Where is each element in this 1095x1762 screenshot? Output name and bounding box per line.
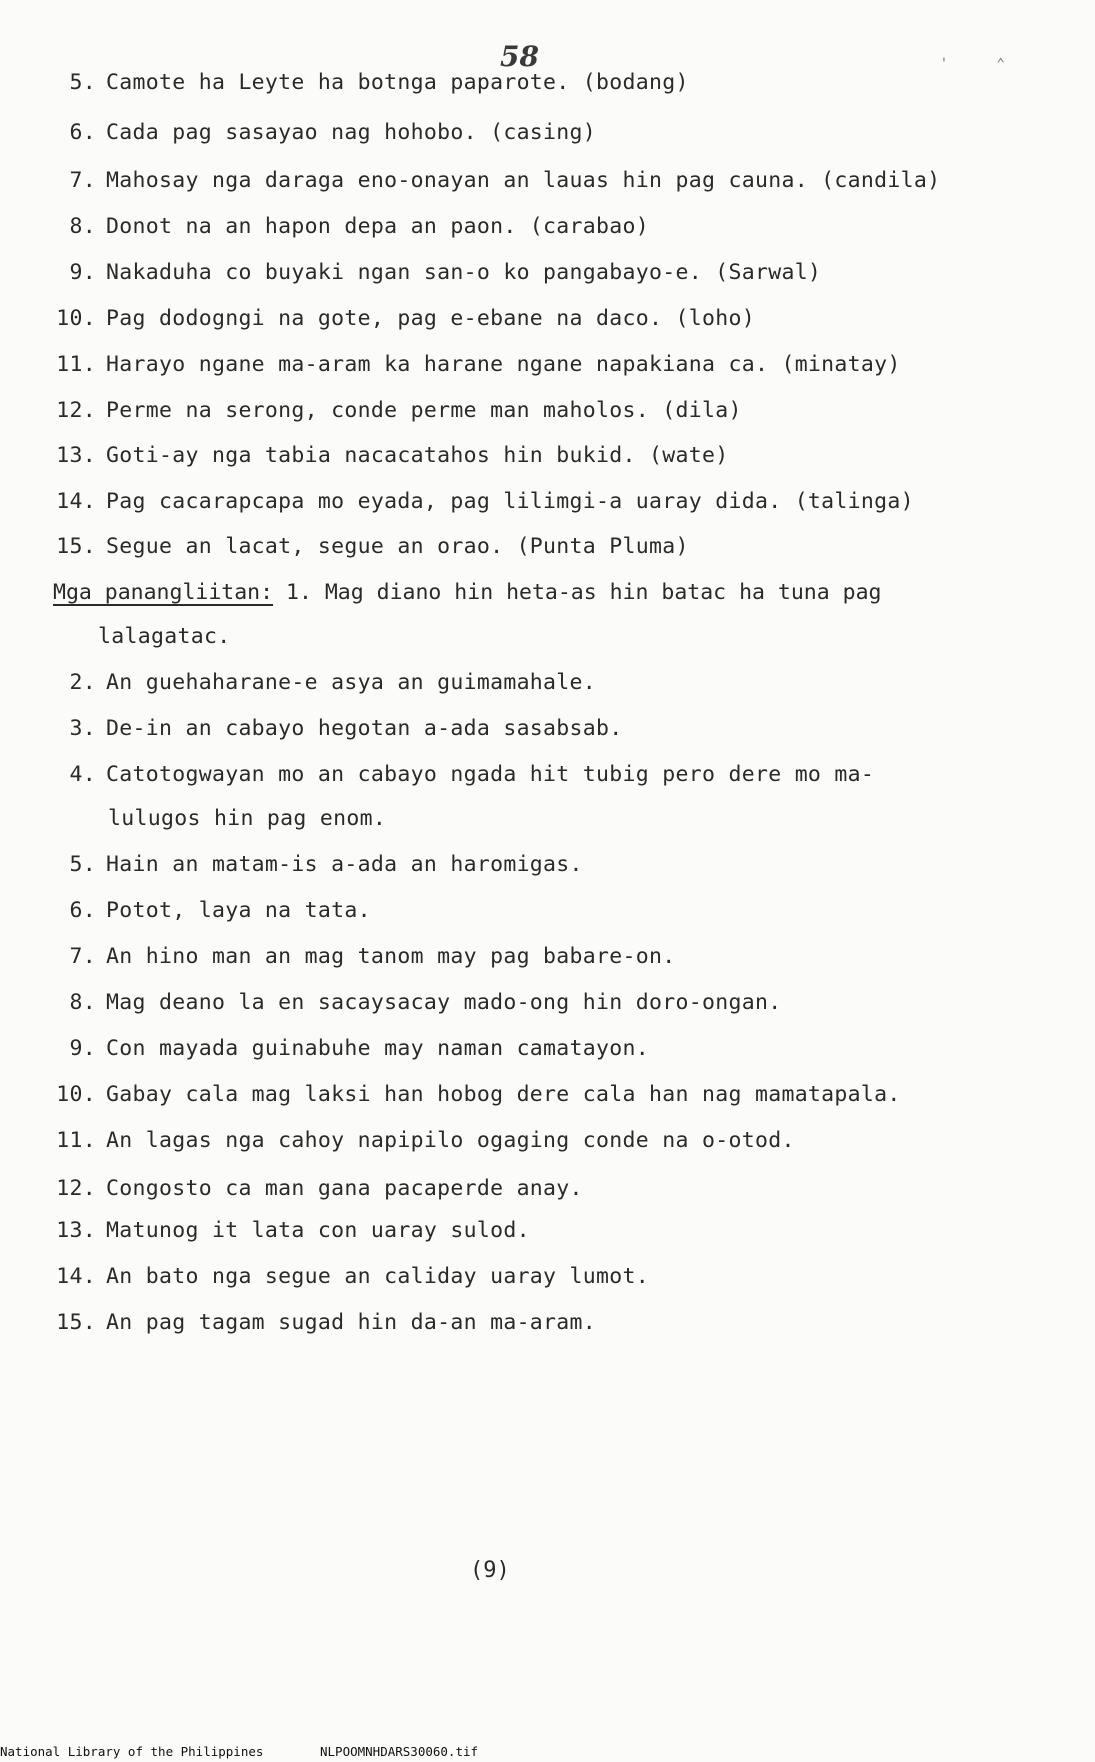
riddle-number: 13.	[56, 443, 96, 468]
saying-number: 8.	[69, 990, 96, 1015]
saying-continuation: lalagatac.	[98, 624, 231, 649]
saying-text: An guehaharane-e asya an guimamahale.	[106, 670, 597, 695]
footer-library: National Library of the Philippines	[0, 1744, 264, 1759]
saying-number: 7.	[69, 944, 96, 969]
riddle-line	[48, 70, 689, 95]
riddle-number: 6.	[69, 120, 96, 145]
saying-text: Con mayada guinabuhe may naman camatayon.	[106, 1036, 650, 1061]
saying-line	[48, 670, 596, 695]
saying-line	[48, 852, 583, 877]
saying-line	[48, 1310, 596, 1335]
handwritten-page-number: 58	[500, 40, 539, 73]
saying-number: 11.	[56, 1128, 96, 1153]
riddle-number: 7.	[69, 168, 96, 193]
sayings-heading-label: Mga panangliitan:	[53, 580, 274, 605]
saying-number: 6.	[69, 898, 96, 923]
riddle-number: 8.	[69, 214, 96, 239]
saying-text: Mag deano la en sacaysacay mado-ong hin doro-ongan.	[106, 990, 782, 1015]
saying-number: 10.	[56, 1082, 96, 1107]
riddle-number: 5.	[69, 70, 96, 95]
sayings-heading	[53, 580, 881, 605]
saying-line	[48, 990, 781, 1015]
riddle-line	[48, 489, 914, 514]
saying-continuation: lulugos hin pag enom.	[108, 806, 387, 831]
saying-text: An bato nga segue an caliday uaray lumot.	[106, 1264, 650, 1289]
saying-line	[48, 1218, 530, 1243]
saying-number: 12.	[56, 1176, 96, 1201]
saying-number: 14.	[56, 1264, 96, 1289]
saying-number: 13.	[56, 1218, 96, 1243]
page-number: (9)	[470, 1558, 510, 1583]
riddle-text: Harayo ngane ma-aram ka harane ngane napakiana ca. (minatay)	[106, 352, 901, 377]
saying-text: Catotogwayan mo an cabayo ngada hit tubig pero dere mo ma-	[106, 762, 875, 787]
margin-marks: ' ⌃	[939, 56, 1025, 72]
saying-line	[48, 1264, 649, 1289]
saying-text: An lagas nga cahoy napipilo ogaging conde na o-otod.	[106, 1128, 795, 1153]
saying-number: 9.	[69, 1036, 96, 1061]
saying-line	[48, 1176, 583, 1201]
saying-number: 15.	[56, 1310, 96, 1335]
riddle-text: Cada pag sasayao nag hohobo. (casing)	[106, 120, 597, 145]
riddle-line	[48, 534, 689, 559]
saying-text: An hino man an mag tanom may pag babare-on.	[106, 944, 676, 969]
riddle-number: 12.	[56, 398, 96, 423]
riddle-number: 11.	[56, 352, 96, 377]
saying-line	[48, 944, 676, 969]
saying-number: 3.	[69, 716, 96, 741]
riddle-text: Pag dodogngi na gote, pag e-ebane na daco. (loho)	[106, 306, 755, 331]
riddle-number: 15.	[56, 534, 96, 559]
riddle-text: Donot na an hapon depa an paon. (carabao)	[106, 214, 650, 239]
riddle-text: Perme na serong, conde perme man maholos. (dila)	[106, 398, 742, 423]
saying-text: Gabay cala mag laksi han hobog dere cala han nag mamatapala.	[106, 1082, 901, 1107]
footer-filename: NLPOOMNHDARS30060.tif	[320, 1744, 479, 1759]
riddle-text: Camote ha Leyte ha botnga paparote. (bodang)	[106, 70, 689, 95]
riddle-line	[48, 260, 821, 285]
riddle-line	[48, 306, 755, 331]
riddle-line	[48, 214, 649, 239]
riddle-line	[48, 398, 742, 423]
riddle-line	[48, 352, 901, 377]
riddle-text: Pag cacarapcapa mo eyada, pag lilimgi-a uaray dida. (talinga)	[106, 489, 914, 514]
riddle-line	[48, 443, 728, 468]
saying-number: 5.	[69, 852, 96, 877]
riddle-number: 14.	[56, 489, 96, 514]
saying-text: Mag diano hin heta-as hin batac ha tuna pag	[324, 580, 882, 605]
saying-line	[48, 762, 874, 787]
riddle-number: 9.	[69, 260, 96, 285]
riddle-line	[48, 120, 596, 145]
saying-number: 1.	[286, 580, 312, 605]
saying-text: Matunog it lata con uaray sulod.	[106, 1218, 530, 1243]
saying-text: Hain an matam-is a-ada an haromigas.	[106, 852, 583, 877]
saying-line	[48, 1082, 901, 1107]
saying-text: De-in an cabayo hegotan a-ada sasabsab.	[106, 716, 623, 741]
riddle-text: Nakaduha co buyaki ngan san-o ko pangabayo-e. (Sarwal)	[106, 260, 822, 285]
riddle-text: Goti-ay nga tabia nacacatahos hin bukid. (wate)	[106, 443, 729, 468]
saying-text: An pag tagam sugad hin da-an ma-aram.	[106, 1310, 597, 1335]
riddle-line	[48, 168, 940, 193]
riddle-text: Mahosay nga daraga eno-onayan an lauas hin pag cauna. (candila)	[106, 168, 941, 193]
saying-number: 2.	[69, 670, 96, 695]
saying-line	[48, 1036, 649, 1061]
riddle-text: Segue an lacat, segue an orao. (Punta Pluma)	[106, 534, 689, 559]
saying-text: Congosto ca man gana pacaperde anay.	[106, 1176, 583, 1201]
saying-text: Potot, laya na tata.	[106, 898, 371, 923]
saying-line	[48, 898, 371, 923]
saying-line	[48, 716, 623, 741]
riddle-number: 10.	[56, 306, 96, 331]
saying-line	[48, 1128, 795, 1153]
saying-number: 4.	[69, 762, 96, 787]
